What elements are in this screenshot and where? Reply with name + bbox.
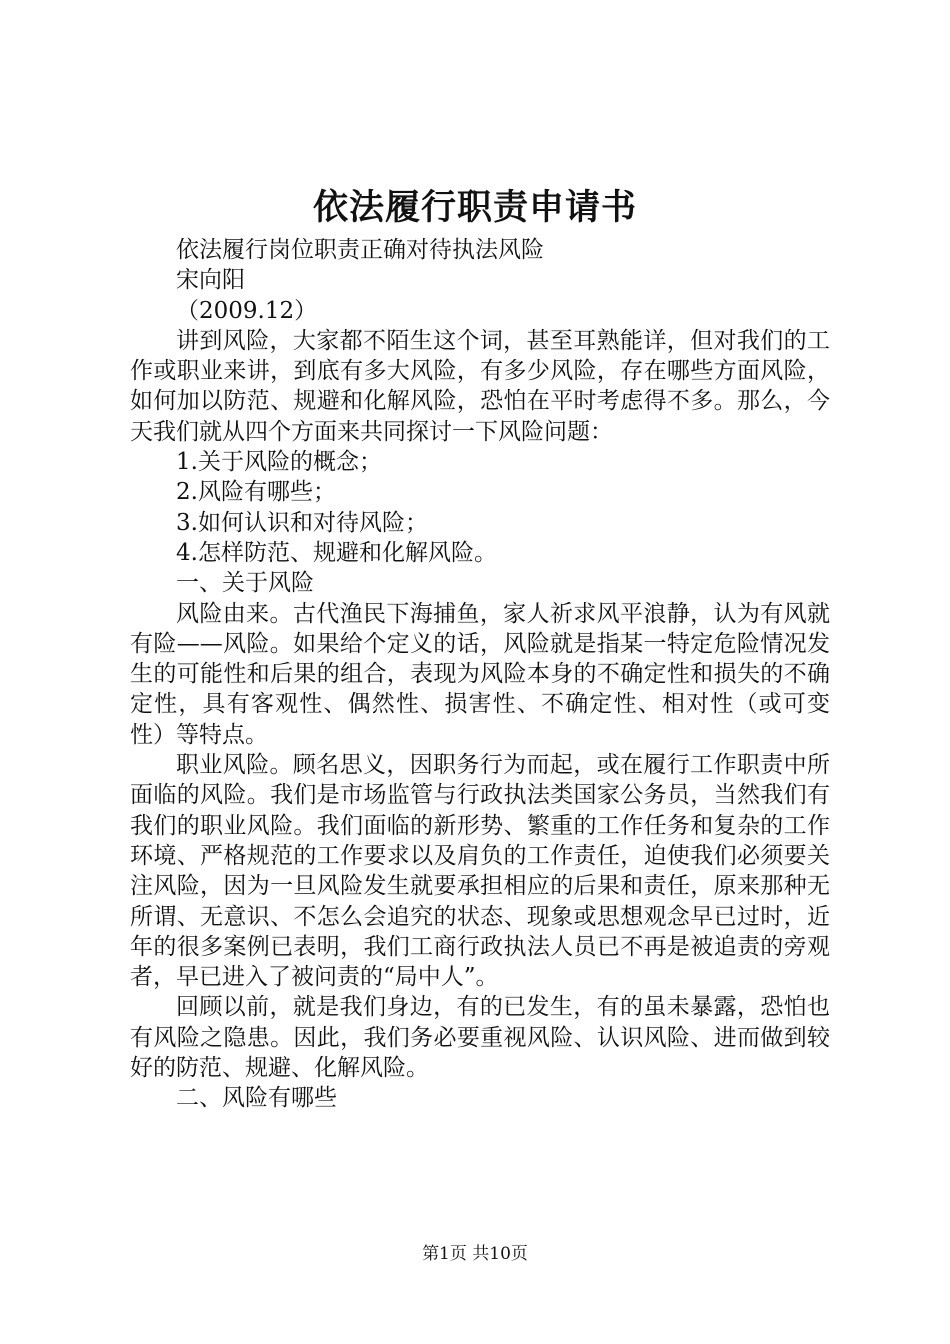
list-item: 2.风险有哪些； [176, 479, 336, 506]
author-paragraph: 宋向阳 [176, 267, 245, 294]
page-footer: 第1页 共10页 [422, 1244, 528, 1264]
body-paragraph: 讲到风险，大家都不陌生这个词，甚至耳熟能详，但对我们的工作或职业来讲，到底有多大风险，有多少风险，存在哪些方面风险，如何加以防范、规避和化解风险，恐怕在平时考虑得不多。那么，今天我们就从四个方面来共同探讨一下风险问题： [130, 327, 830, 445]
body-paragraph: 回顾以前，就是我们身边，有的已发生，有的虽未暴露，恐怕也有风险之隐患。因此，我们务必要重视风险、认识风险、进而做到较好的防范、规避、化解风险。 [130, 994, 830, 1082]
subtitle-paragraph: 依法履行岗位职责正确对待执法风险 [176, 237, 544, 263]
document-title: 依法履行职责申请书 [312, 187, 637, 228]
document-body [130, 235, 830, 1114]
section-heading: 二、风险有哪些 [176, 1085, 337, 1112]
list-item: 1.关于风险的概念； [176, 449, 382, 476]
list-item: 4.怎样防范、规避和化解风险。 [176, 539, 497, 566]
body-paragraph: 职业风险。顾名思义，因职务行为而起，或在履行工作职责中所面临的风险。我们是市场监管与行政执法类国家公务员，当然我们有我们的职业风险。我们面临的新形势、繁重的工作任务和复杂的工作环境、严格规范的工作要求以及肩负的工作责任，迫使我们必须要关注风险，因为一旦风险发生就要承担相应的后果和责任，原来那种无所谓、无意识、不怎么会追究的状态、现象或思想观念早已过时，近年的很多案例已表明，我们工商行政执法人员已不再是被追责的旁观者，早已进入了被问责的“局中人”。 [130, 752, 830, 991]
body-paragraph: 风险由来。古代渔民下海捕鱼，家人祈求风平浪静，认为有风就有险——风险。如果给个定义的话，风险就是指某一特定危险情况发生的可能性和后果的组合，表现为风险本身的不确定性和损失的不确定性，具有客观性、偶然性、损害性、不确定性、相对性（或可变性）等特点。 [130, 600, 830, 748]
date-paragraph: （2009.12） [176, 297, 318, 324]
section-heading: 一、关于风险 [176, 570, 314, 597]
list-item: 3.如何认识和对待风险； [176, 509, 428, 536]
